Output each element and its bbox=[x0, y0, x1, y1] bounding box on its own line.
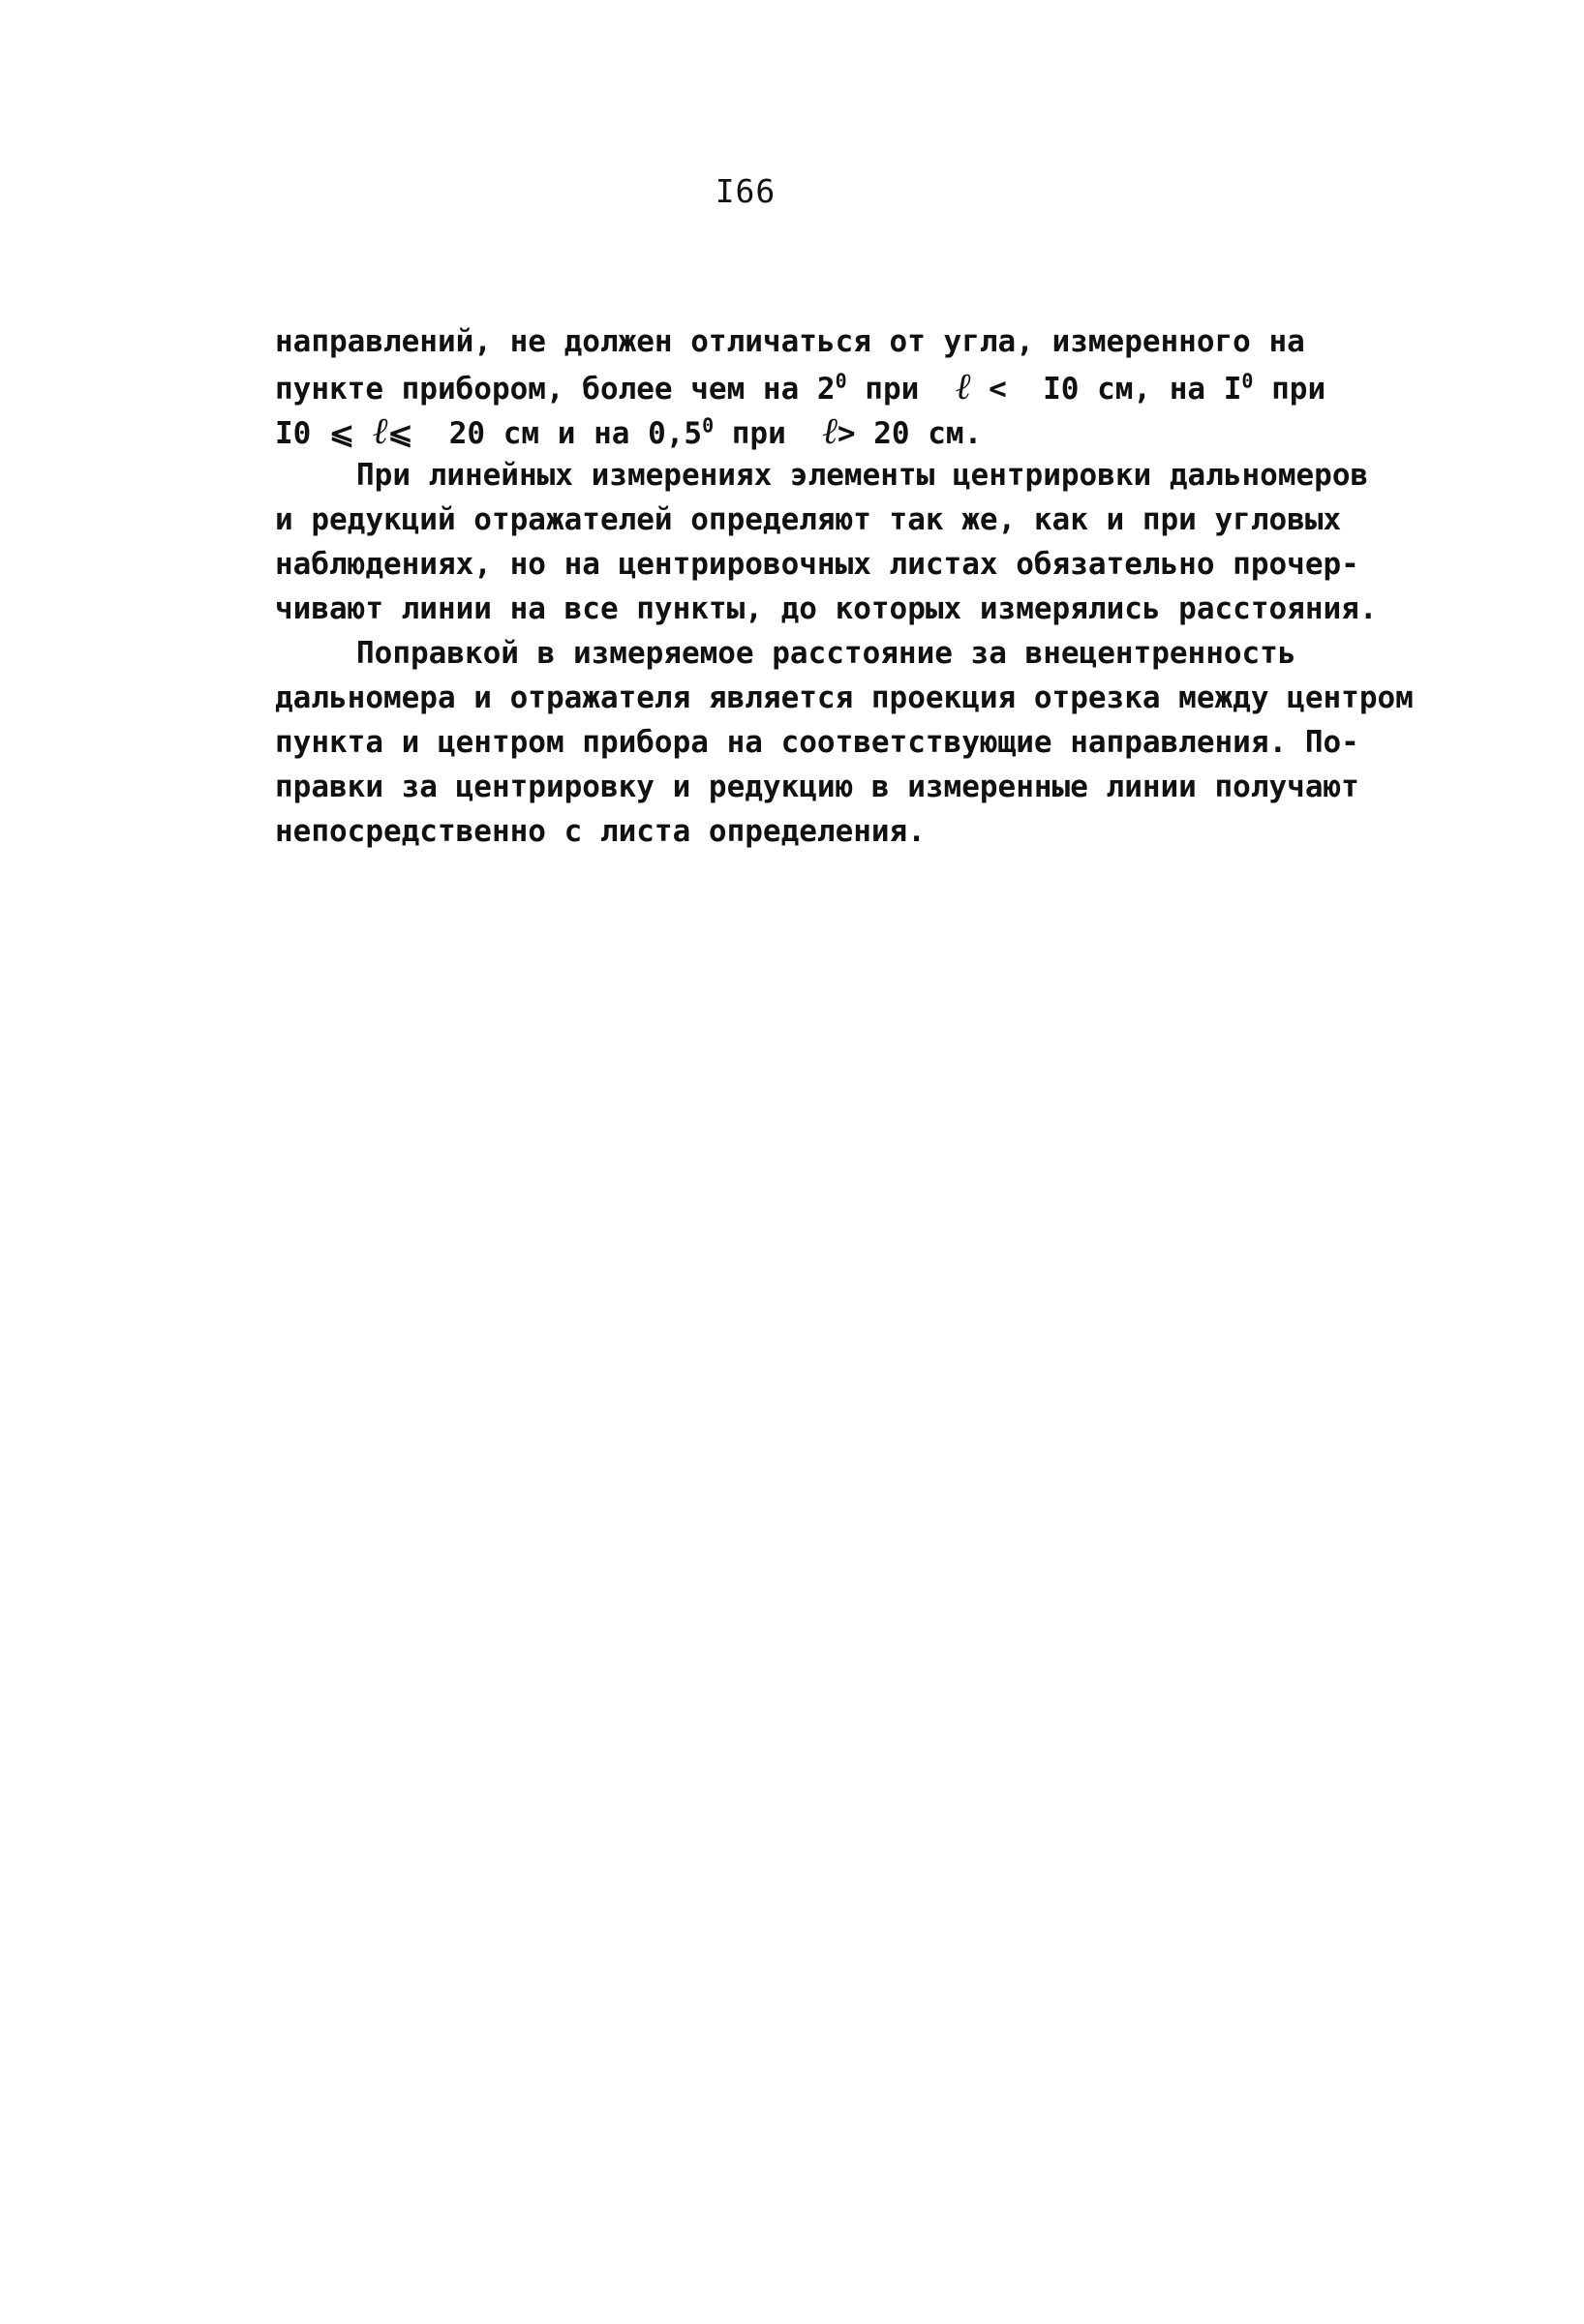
paragraph-3-line: непосредственно с листа определения. bbox=[275, 814, 926, 849]
paragraph-1-line-1: направлений, не должен отличаться от угла, измеренного на bbox=[275, 324, 1305, 359]
line-2-text-a: пункте прибором, более чем на 2 bbox=[275, 372, 836, 407]
paragraph-3-line: пункта и центром прибора на соответствующие направления. По- bbox=[275, 725, 1359, 760]
line-3-text-b: ⩽ 20 см и на 0,5 bbox=[387, 416, 703, 451]
paragraph-3-line: правки за центрировку и редукцию в измеренные линии получают bbox=[275, 770, 1359, 804]
line-3-text-a: I0 ⩽ bbox=[275, 416, 373, 451]
line-2-text-b: при bbox=[846, 372, 956, 407]
paragraph-2 bbox=[275, 453, 1417, 631]
paragraph-1-line-3 bbox=[275, 408, 1417, 453]
degree-superscript: 0 bbox=[702, 413, 715, 438]
line-3-text-d: > 20 см. bbox=[837, 416, 983, 451]
paragraph-3-line: Поправкой в измеряемое расстояние за внецентренность bbox=[356, 636, 1296, 671]
ell-symbol: ℓ bbox=[955, 365, 971, 407]
page-number: I66 bbox=[715, 172, 777, 210]
paragraph-1-line-2 bbox=[275, 364, 1417, 408]
ell-symbol: ℓ bbox=[372, 409, 388, 452]
degree-superscript: 0 bbox=[835, 369, 847, 393]
paragraph-3 bbox=[275, 631, 1417, 854]
paragraph-2-line: чивают линии на все пункты, до которых измерялись расстояния. bbox=[275, 591, 1378, 626]
degree-superscript: 0 bbox=[1241, 369, 1254, 393]
body-text bbox=[275, 319, 1417, 854]
paragraph-2-line: При линейных измерениях элементы центрировки дальномеров bbox=[356, 458, 1369, 493]
paragraph-2-line: наблюдениях, но на центрировочных листах обязательно прочер- bbox=[275, 547, 1359, 582]
line-2-text-d: при bbox=[1253, 372, 1326, 407]
paragraph-2-line: и редукций отражателей определяют так же, как и при угловых bbox=[275, 502, 1342, 537]
line-3-text-c: при bbox=[714, 416, 823, 451]
paragraph-3-line: дальномера и отражателя является проекция отрезка между центром bbox=[275, 680, 1414, 715]
ell-symbol: ℓ bbox=[822, 409, 838, 452]
line-2-text-c: < I0 см, на I bbox=[970, 372, 1242, 407]
paragraph-1 bbox=[275, 319, 1417, 453]
